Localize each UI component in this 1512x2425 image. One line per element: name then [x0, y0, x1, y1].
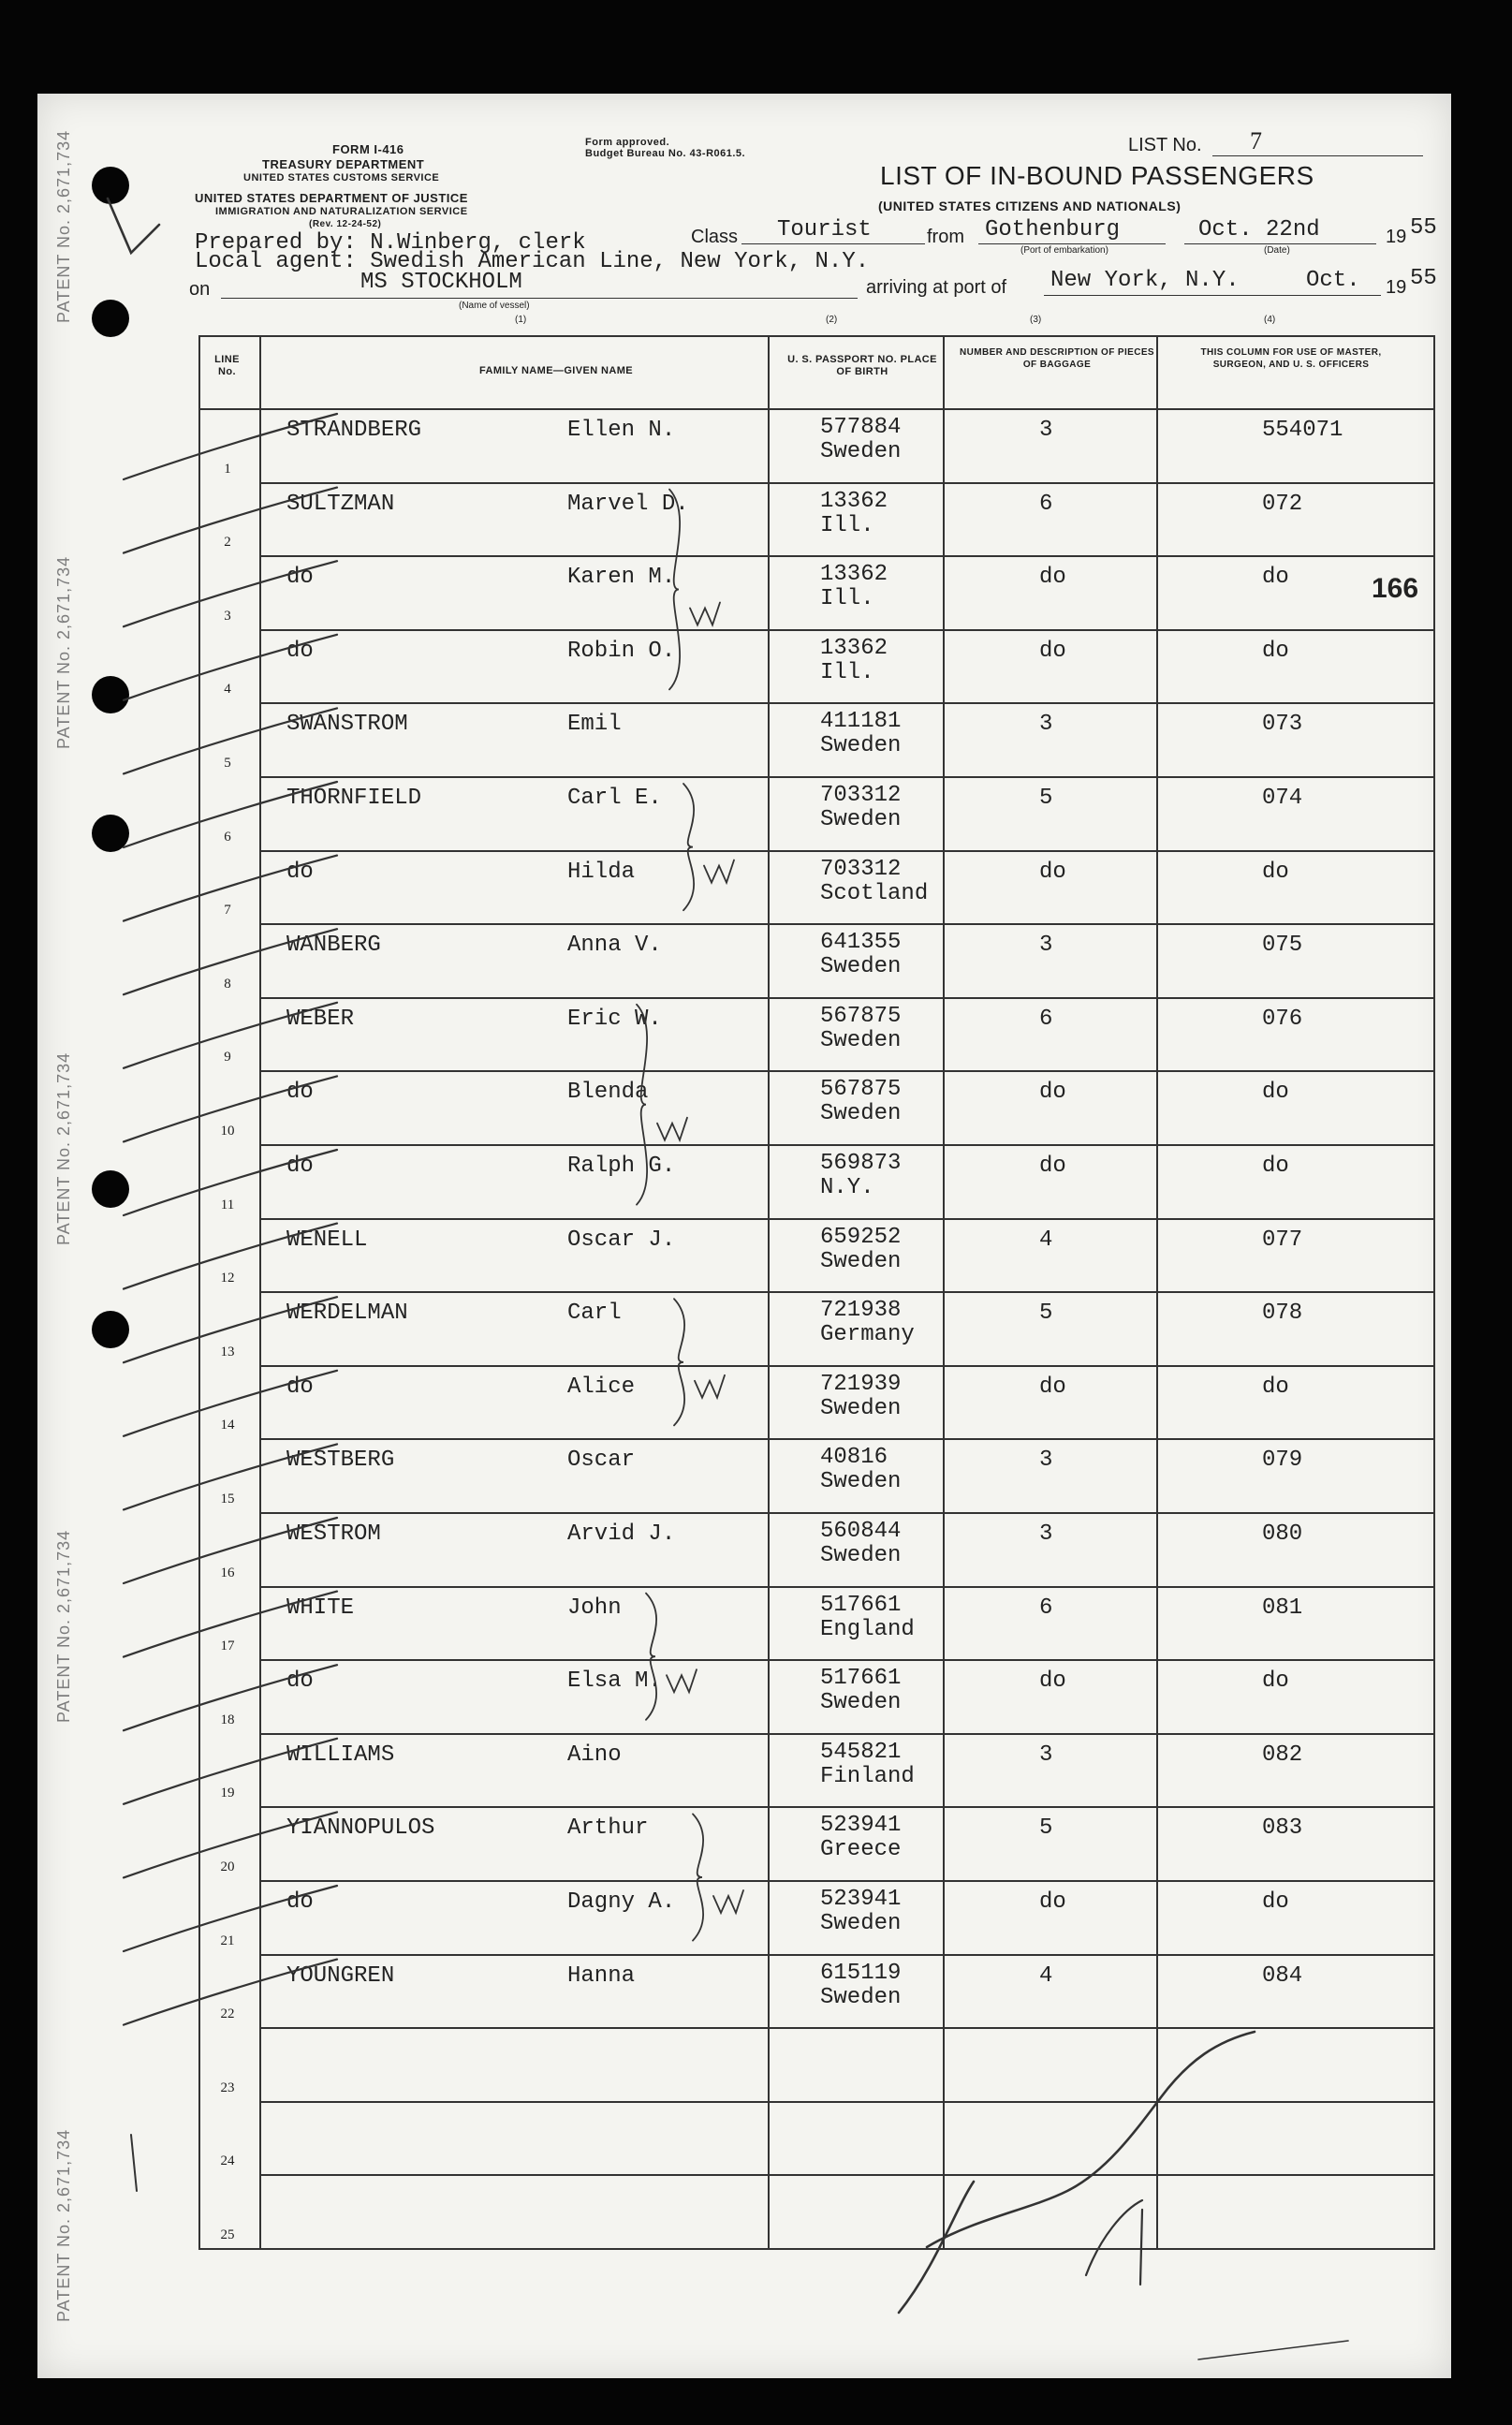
- officer-number: 078: [1262, 1301, 1303, 1327]
- line-number: 10: [220, 1124, 235, 1139]
- family-name: WERDELMAN: [286, 1301, 408, 1327]
- vessel-name: MS STOCKHOLM: [360, 270, 522, 295]
- given-name: Alice: [567, 1374, 636, 1400]
- line-number: 8: [224, 976, 231, 992]
- passport-number: 703312: [820, 783, 902, 808]
- passport-number: 560844: [820, 1519, 902, 1544]
- arrival-year: 55: [1410, 266, 1437, 291]
- punch-hole: [92, 300, 129, 337]
- family-name: SWANSTROM: [286, 712, 408, 738]
- baggage-count: 5: [1039, 786, 1053, 811]
- family-name: WHITE: [286, 1595, 355, 1621]
- class-label: Class: [691, 227, 739, 247]
- place-of-birth: Scotland: [820, 880, 929, 906]
- passenger-table: [198, 335, 1435, 2250]
- baggage-count: 6: [1039, 1595, 1053, 1621]
- given-name: Emil: [567, 712, 622, 738]
- place-of-birth: Sweden: [820, 439, 902, 464]
- baggage-count: 6: [1039, 1006, 1053, 1032]
- arrival-month: Oct.: [1306, 268, 1360, 293]
- baggage-count: 5: [1039, 1301, 1053, 1327]
- family-name: do: [286, 565, 314, 591]
- place-of-birth: Sweden: [820, 954, 902, 980]
- year-value: 55: [1410, 215, 1437, 241]
- passport-number: 523941: [820, 1887, 902, 1912]
- family-name: WESTROM: [286, 1521, 381, 1547]
- place-of-birth: Ill.: [820, 659, 874, 685]
- given-name: Hilda: [567, 859, 636, 885]
- family-name: THORNFIELD: [286, 786, 422, 811]
- place-of-birth: Greece: [820, 1837, 902, 1863]
- patent-mark: PATENT No. 2,671,734: [54, 1529, 73, 1723]
- passport-number: 567875: [820, 1077, 902, 1103]
- stamp-number: 166: [1372, 573, 1419, 604]
- baggage-count: 5: [1039, 1815, 1053, 1842]
- passport-number: 13362: [820, 562, 888, 588]
- given-name: Marvel D.: [567, 491, 689, 517]
- officer-number: do: [1262, 565, 1289, 591]
- baggage-count: do: [1039, 1154, 1066, 1179]
- given-name: Carl E.: [567, 786, 662, 811]
- baggage-count: do: [1039, 565, 1066, 591]
- officer-number: 073: [1262, 712, 1303, 738]
- officer-number: do: [1262, 1374, 1289, 1400]
- vessel-note: (Name of vessel): [459, 301, 530, 311]
- place-of-birth: Sweden: [820, 807, 902, 832]
- local-agent: Local agent: Swedish American Line, New York, N.Y.: [195, 249, 870, 274]
- family-name: STRANDBERG: [286, 418, 422, 443]
- year-prefix: 19: [1386, 227, 1407, 247]
- family-name: do: [286, 1668, 314, 1695]
- baggage-count: 6: [1039, 491, 1053, 517]
- given-name: Elsa M.: [567, 1668, 662, 1695]
- passport-number: 545821: [820, 1739, 902, 1765]
- baggage-count: 3: [1039, 933, 1053, 959]
- given-name: John: [567, 1595, 622, 1621]
- justice-dept: UNITED STATES DEPARTMENT OF JUSTICE: [195, 191, 468, 205]
- col-header-passport: U. S. PASSPORT NO. PLACE OF BIRTH: [787, 354, 937, 377]
- from-value: Gothenburg: [985, 217, 1121, 242]
- family-name: do: [286, 859, 314, 885]
- baggage-count: do: [1039, 1668, 1066, 1695]
- officer-number: 084: [1262, 1962, 1303, 1989]
- baggage-count: do: [1039, 638, 1066, 664]
- officer-number: do: [1262, 859, 1289, 885]
- line-number: 14: [220, 1418, 235, 1433]
- passport-number: 567875: [820, 1003, 902, 1029]
- class-value: Tourist: [777, 217, 872, 242]
- given-name: Hanna: [567, 1962, 636, 1989]
- patent-mark: PATENT No. 2,671,734: [54, 1051, 73, 1245]
- place-of-birth: Sweden: [820, 1690, 902, 1716]
- passport-number: 721939: [820, 1371, 902, 1397]
- officer-number: do: [1262, 1889, 1289, 1915]
- line-number: 16: [220, 1565, 235, 1580]
- family-name: WEBER: [286, 1006, 355, 1032]
- on-label: on: [189, 279, 211, 300]
- officer-number: 072: [1262, 491, 1303, 517]
- passport-number: 703312: [820, 856, 902, 882]
- family-name: do: [286, 1154, 314, 1179]
- place-of-birth: Ill.: [820, 586, 874, 612]
- officer-number: 079: [1262, 1448, 1303, 1474]
- pencil-mark: [1198, 2341, 1348, 2359]
- baggage-count: 4: [1039, 1962, 1053, 1989]
- place-of-birth: Sweden: [820, 1027, 902, 1053]
- from-label: from: [927, 227, 964, 247]
- pencil-mark: [131, 2135, 137, 2191]
- family-name: WANBERG: [286, 933, 381, 959]
- page-subtitle: (UNITED STATES CITIZENS AND NATIONALS): [878, 198, 1182, 213]
- baggage-count: do: [1039, 1889, 1066, 1915]
- given-name: Aino: [567, 1742, 622, 1768]
- given-name: Arvid J.: [567, 1521, 676, 1547]
- given-name: Dagny A.: [567, 1889, 676, 1915]
- col-ref-2: (2): [826, 315, 838, 325]
- line-number: 22: [220, 2006, 235, 2022]
- place-of-birth: Sweden: [820, 1543, 902, 1568]
- given-name: Robin O.: [567, 638, 676, 664]
- line-number: 15: [220, 1492, 235, 1506]
- place-of-birth: Sweden: [820, 1248, 902, 1274]
- passport-number: 577884: [820, 415, 902, 440]
- list-no-value: 7: [1250, 127, 1262, 154]
- line-number: 24: [220, 2153, 235, 2169]
- form-approved: Form approved.: [585, 137, 670, 148]
- officer-number: 077: [1262, 1227, 1303, 1253]
- passport-number: 40816: [820, 1445, 888, 1471]
- place-of-birth: Ill.: [820, 512, 874, 538]
- family-name: WENELL: [286, 1227, 368, 1253]
- family-name: SULTZMAN: [286, 491, 395, 517]
- baggage-count: 3: [1039, 418, 1053, 443]
- date-note: (Date): [1264, 245, 1290, 256]
- line-number: 9: [224, 1050, 231, 1066]
- place-of-birth: Sweden: [820, 1984, 902, 2010]
- family-name: do: [286, 638, 314, 664]
- passport-number: 569873: [820, 1151, 902, 1176]
- officer-number: 074: [1262, 786, 1303, 811]
- family-name: YIANNOPULOS: [286, 1815, 435, 1842]
- baggage-count: do: [1039, 859, 1066, 885]
- officer-number: 554071: [1262, 418, 1343, 443]
- baggage-count: 3: [1039, 1448, 1053, 1474]
- officer-number: do: [1262, 1668, 1289, 1695]
- baggage-count: do: [1039, 1374, 1066, 1400]
- line-number: 17: [220, 1639, 235, 1654]
- passport-number: 721938: [820, 1298, 902, 1324]
- customs-service: UNITED STATES CUSTOMS SERVICE: [243, 172, 440, 184]
- line-number: 3: [224, 608, 231, 624]
- page-title: LIST OF IN-BOUND PASSENGERS: [880, 161, 1314, 190]
- patent-mark: PATENT No. 2,671,734: [54, 555, 73, 749]
- passport-number: 523941: [820, 1813, 902, 1839]
- baggage-count: 3: [1039, 712, 1053, 738]
- line-number: 5: [224, 756, 231, 771]
- ins-service: IMMIGRATION AND NATURALIZATION SERVICE: [215, 206, 468, 217]
- baggage-count: 3: [1039, 1742, 1053, 1768]
- punch-hole: [92, 676, 129, 713]
- line-number: 21: [220, 1933, 235, 1948]
- col-ref-4: (4): [1264, 315, 1276, 325]
- passport-number: 13362: [820, 635, 888, 661]
- officer-number: 081: [1262, 1595, 1303, 1621]
- arrival-port: New York, N.Y.: [1050, 268, 1240, 293]
- given-name: Ralph G.: [567, 1154, 676, 1179]
- year-prefix-2: 19: [1386, 277, 1407, 298]
- revision: (Rev. 12-24-52): [309, 219, 382, 229]
- passport-number: 411181: [820, 709, 902, 735]
- baggage-count: do: [1039, 1080, 1066, 1106]
- pencil-mark: [108, 198, 159, 253]
- given-name: Oscar J.: [567, 1227, 676, 1253]
- patent-mark: PATENT No. 2,671,734: [54, 2128, 73, 2322]
- line-number: 13: [220, 1344, 235, 1359]
- punch-hole: [92, 1170, 129, 1208]
- line-number: 7: [224, 903, 231, 919]
- line-number: 11: [220, 1197, 235, 1212]
- col-header-officers: THIS COLUMN FOR USE OF MASTER, SURGEON, AND U. S. OFFICERS: [1200, 347, 1382, 370]
- punch-hole: [92, 167, 129, 204]
- line-number: 18: [220, 1712, 235, 1727]
- prepared-by: Prepared by: N.Winberg, clerk: [195, 230, 586, 256]
- line-number: 2: [224, 535, 231, 551]
- place-of-birth: England: [820, 1616, 915, 1642]
- officer-number: 075: [1262, 933, 1303, 959]
- officer-number: 083: [1262, 1815, 1303, 1842]
- document-page: [37, 94, 1451, 2378]
- line-number: 12: [220, 1271, 235, 1286]
- given-name: Arthur: [567, 1815, 649, 1842]
- line-number: 19: [220, 1786, 235, 1801]
- passport-number: 641355: [820, 930, 902, 956]
- family-name: YOUNGREN: [286, 1962, 395, 1989]
- place-of-birth: Finland: [820, 1763, 915, 1789]
- place-of-birth: N.Y.: [820, 1175, 874, 1200]
- patent-mark: PATENT No. 2,671,734: [54, 129, 73, 323]
- arriving-label: arriving at port of: [866, 277, 1007, 298]
- baggage-count: 3: [1039, 1521, 1053, 1547]
- given-name: Oscar: [567, 1448, 636, 1474]
- list-no-label: LIST No.: [1128, 135, 1202, 155]
- officer-number: 080: [1262, 1521, 1303, 1547]
- officer-number: 076: [1262, 1006, 1303, 1032]
- family-name: do: [286, 1080, 314, 1106]
- budget-bureau: Budget Bureau No. 43-R061.5.: [585, 148, 746, 159]
- col-header-name: FAMILY NAME—GIVEN NAME: [478, 365, 634, 376]
- col-header-baggage: NUMBER AND DESCRIPTION OF PIECES OF BAGGAGE: [960, 347, 1154, 370]
- passport-number: 517661: [820, 1592, 902, 1618]
- port-embark-note: (Port of embarkation): [1020, 245, 1108, 256]
- punch-hole: [92, 1311, 129, 1348]
- form-number: FORM I-416: [332, 142, 404, 156]
- place-of-birth: Germany: [820, 1322, 915, 1348]
- col-header-line: LINE No.: [214, 354, 240, 377]
- given-name: Anna V.: [567, 933, 662, 959]
- officer-number: 082: [1262, 1742, 1303, 1768]
- line-number: 1: [224, 461, 231, 477]
- given-name: Ellen N.: [567, 418, 676, 443]
- officer-number: do: [1262, 638, 1289, 664]
- col-ref-1: (1): [515, 315, 527, 325]
- line-number: 6: [224, 829, 231, 845]
- place-of-birth: Sweden: [820, 1395, 902, 1421]
- line-number: 23: [220, 2080, 235, 2095]
- place-of-birth: Sweden: [820, 1911, 902, 1936]
- line-number: 4: [224, 682, 231, 698]
- place-of-birth: Sweden: [820, 733, 902, 759]
- place-of-birth: Sweden: [820, 1469, 902, 1495]
- family-name: do: [286, 1889, 314, 1915]
- family-name: do: [286, 1374, 314, 1400]
- date-value: Oct. 22nd: [1198, 217, 1320, 242]
- passport-number: 13362: [820, 488, 888, 514]
- given-name: Eric W.: [567, 1006, 662, 1032]
- officer-number: do: [1262, 1080, 1289, 1106]
- line-number: 25: [220, 2227, 235, 2242]
- place-of-birth: Sweden: [820, 1101, 902, 1127]
- given-name: Blenda: [567, 1080, 649, 1106]
- officer-number: do: [1262, 1154, 1289, 1179]
- given-name: Carl: [567, 1301, 622, 1327]
- col-ref-3: (3): [1030, 315, 1042, 325]
- line-number: 20: [220, 1859, 235, 1874]
- passport-number: 517661: [820, 1666, 902, 1692]
- passport-number: 659252: [820, 1224, 902, 1250]
- baggage-count: 4: [1039, 1227, 1053, 1253]
- given-name: Karen M.: [567, 565, 676, 591]
- passport-number: 615119: [820, 1960, 902, 1986]
- family-name: WESTBERG: [286, 1448, 395, 1474]
- family-name: WILLIAMS: [286, 1742, 395, 1768]
- treasury-dept: TREASURY DEPARTMENT: [262, 157, 425, 171]
- punch-hole: [92, 815, 129, 852]
